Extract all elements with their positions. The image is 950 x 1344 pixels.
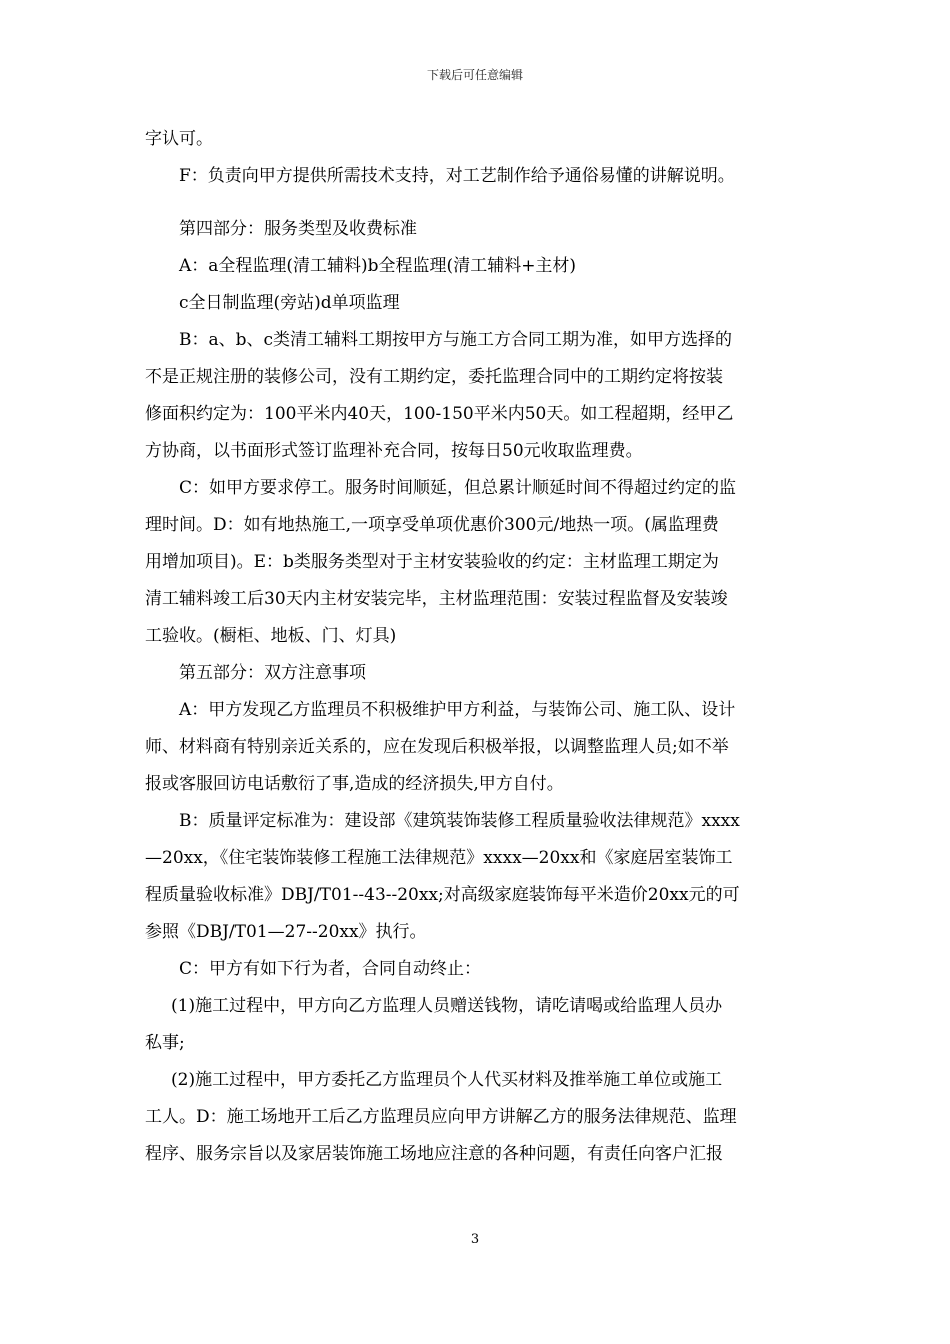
paragraph-line: A：a全程监理(清工辅料)b全程监理(清工辅料+主材)	[179, 256, 577, 276]
paragraph-gap	[145, 195, 805, 211]
paragraph-line: 修面积约定为：100平米内40天，100-150平米内50天。如工程超期，经甲乙	[145, 404, 734, 424]
paragraph-line: 程序、服务宗旨以及家居装饰施工场地应注意的各种问题，有责任向客户汇报	[145, 1144, 723, 1164]
page-number: 3	[470, 1232, 480, 1247]
paragraph-line: 程质量验收标准》DBJ/T01--43--20xx;对高级家庭装饰每平米造价20xx元的可	[145, 885, 740, 905]
list-item: (1)施工过程中，甲方向乙方监理人员赠送钱物，请吃请喝或给监理人员办	[171, 996, 723, 1016]
paragraph-line: 清工辅料竣工后30天内主材安装完毕，主材监理范围：安装过程监督及安装竣	[145, 589, 728, 609]
paragraph-line: 字认可。	[145, 129, 213, 149]
section-heading-5: 第五部分：双方注意事项	[179, 663, 366, 683]
paragraph-line: 工人。D：施工场地开工后乙方监理员应向甲方讲解乙方的服务法律规范、监理	[145, 1107, 737, 1127]
paragraph-line: 师、材料商有特别亲近关系的，应在发现后积极举报，以调整监理人员;如不举	[145, 737, 729, 757]
paragraph-line: 报或客服回访电话敷衍了事,造成的经济损失,甲方自付。	[145, 774, 564, 794]
paragraph-line: A：甲方发现乙方监理员不积极维护甲方利益，与装饰公司、施工队、设计	[179, 700, 736, 720]
paragraph-line: F：负责向甲方提供所需技术支持，对工艺制作给予通俗易懂的讲解说明。	[179, 166, 735, 186]
list-item: (2)施工过程中，甲方委托乙方监理员个人代买材料及推举施工单位或施工	[171, 1070, 723, 1090]
paragraph-line: 用增加项目)。E：b类服务类型对于主材安装验收的约定：主材监理工期定为	[145, 552, 719, 572]
page-header: 下载后可任意编辑	[426, 68, 523, 82]
paragraph-line: 理时间。D：如有地热施工,一项享受单项优惠价300元/地热一项。(属监理费	[145, 515, 719, 535]
paragraph-line: 参照《DBJ/T01—27--20xx》执行。	[145, 922, 427, 942]
document-body	[145, 121, 805, 1173]
section-heading-4: 第四部分：服务类型及收费标准	[179, 219, 417, 239]
paragraph-line: B：a、b、c类清工辅料工期按甲方与施工方合同工期为准，如甲方选择的	[179, 330, 733, 350]
paragraph-line: 方协商，以书面形式签订监理补充合同，按每日50元收取监理费。	[145, 441, 643, 461]
paragraph-line: 私事;	[145, 1033, 185, 1053]
paragraph-line: 工验收。(橱柜、地板、门、灯具)	[145, 626, 397, 646]
paragraph-line: C：甲方有如下行为者，合同自动终止：	[179, 959, 482, 979]
paragraph-line: B：质量评定标准为：建设部《建筑装饰装修工程质量验收法律规范》xxxx	[179, 811, 740, 831]
paragraph-line: —20xx，《住宅装饰装修工程施工法律规范》xxxx—20xx和《家庭居室装饰工	[145, 848, 733, 868]
paragraph-line: C：如甲方要求停工。服务时间顺延，但总累计顺延时间不得超过约定的监	[179, 478, 737, 498]
paragraph-line: 不是正规注册的装修公司，没有工期约定，委托监理合同中的工期约定将按装	[145, 367, 723, 387]
paragraph-line: c全日制监理(旁站)d单项监理	[179, 293, 400, 313]
